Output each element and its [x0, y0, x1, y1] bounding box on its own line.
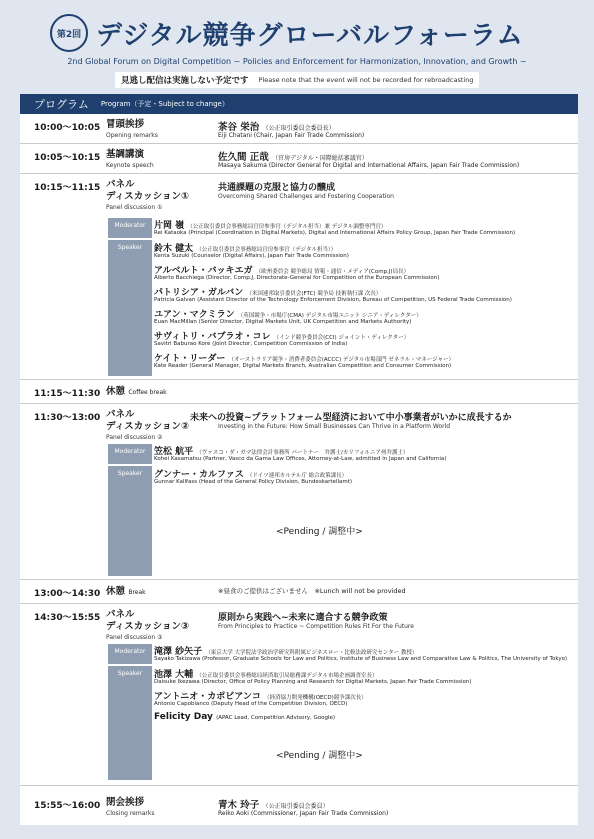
- panel-topic-en: Investing in the Future: How Small Businesses Can Thrive in a Platform World: [218, 423, 451, 430]
- session-title-ja: [106, 586, 146, 599]
- speaker-affiliation: （公正取引委員会委員長）: [262, 125, 335, 132]
- person-name: アルベルト・バッキエガ: [154, 266, 253, 276]
- program-label-en: Program（予定・Subject to change）: [100, 100, 229, 108]
- session-title-ja: [106, 609, 189, 633]
- person-affiliation: (APAC Lead, Competition Advisory, Google): [216, 715, 336, 721]
- session-time: 13:00～14:30: [34, 589, 101, 599]
- person-name: 笠松 航平: [154, 447, 194, 457]
- pending-text: <Pending / 調整中>: [276, 751, 363, 761]
- person-name: 片岡 嶺: [154, 221, 185, 231]
- person-name: グンナー・カルファス: [154, 470, 244, 480]
- speaker-name-en: Daisuke Ikezawa (Director, Office of Policy Planning and Research for Digital Markets, Japan Fair Trade Commission): [154, 679, 472, 685]
- break-title: 休憩: [106, 386, 126, 397]
- panel-topic-en: From Principles to Practice ~ Competition Rules Fit For the Future: [218, 623, 414, 630]
- session-time: 10:15～11:15: [34, 183, 101, 193]
- session-title-en: Panel discussion ③: [106, 634, 163, 641]
- page-title: デジタル競争グローバルフォーラム: [96, 20, 524, 51]
- person-affiliation: （公正取引委員会事務総局官房参事官（デジタル担当））: [196, 247, 337, 253]
- person-name: パトリシア・ガルバン: [154, 288, 244, 298]
- session-title-line-1: パネル: [106, 409, 135, 420]
- speaker-affiliation: （公正取引委員会委員）: [262, 803, 329, 810]
- speaker-name-en: Kate Reader (General Manager, Digital Markets Branch, Australian Competition and Consumer Commission): [154, 363, 452, 369]
- person-affiliation: （公正取引委員会事務総局官房参事官（デジタル担当）兼 デジタル調整専門官）: [187, 224, 387, 230]
- session-title-line-2: ディスカッション②: [106, 421, 189, 432]
- speaker-name-en: Eiji Chatani (Chair, Japan Fair Trade Commission): [218, 132, 365, 139]
- session-title-line-2: ディスカッション①: [106, 191, 189, 202]
- speaker-name-en: Antonio Capobianco (Deputy Head of the Competition Division, OECD): [154, 701, 348, 707]
- speaker-name-en: Kenta Suzuki (Counselor (Digital Affairs), Japan Fair Trade Commission): [154, 253, 349, 259]
- recording-notice: [115, 72, 479, 88]
- moderator-name-en: Rei Kataoka (Principal (Coordination in Digital Markets), Digital and International Affairs Policy Group, Japan Fair Trade Commission): [154, 230, 516, 236]
- person-affiliation: （公正取引委員会事務総局経済取引局総務課デジタル市場企画調査室長）: [196, 673, 378, 679]
- page-header: [0, 0, 594, 92]
- speaker-name-ja: [218, 797, 329, 811]
- program-card: [20, 94, 578, 825]
- session-time: 11:30～13:00: [34, 413, 101, 423]
- pending-text: <Pending / 調整中>: [276, 527, 363, 537]
- session-title-en: Closing remarks: [106, 810, 155, 817]
- speaker-name-ja: [154, 712, 335, 722]
- session-title-ja: [106, 386, 167, 399]
- person-affiliation: （ヴァスコ・ダ・ガマ法律会計事務所 パートナー 弁護士/カリフォルニア州弁護士）: [196, 450, 409, 456]
- speaker-label: Speaker: [108, 666, 152, 780]
- session-panel-2: [20, 404, 578, 580]
- speaker-name-en: Euan MacMillan (Senior Director, Digital Markets Unit, UK Competition and Markets Authority): [154, 319, 412, 325]
- session-title-ja: 基調講演: [106, 149, 145, 160]
- person-affiliation: （米国連邦取引委員会(FTC) 競争局 技術執行課 次長）: [246, 291, 382, 297]
- notice-ja: 見逃し配信は実施しない予定です: [121, 76, 249, 86]
- session-title-ja: 閉会挨拶: [106, 797, 145, 808]
- panel-topic-ja: 未来への投資~プラットフォーム型経済において中小事業者がいかに成長するか: [190, 413, 512, 423]
- session-title-ja: [106, 179, 189, 203]
- person-affiliation: （ドイツ連邦カルテル庁 総合政策課長）: [246, 473, 348, 479]
- notice-en: Please note that the event will not be recorded for rebroadcasting: [258, 76, 474, 84]
- person-name: ケイト・リーダー: [154, 354, 226, 364]
- page-subtitle: 2nd Global Forum on Digital Competition ~ Policies and Enforcement for Harmonization, Innovation, and Growth ~: [67, 57, 527, 66]
- person-affiliation: （オーストラリア競争・消費者委員会(ACCC) デジタル市場部門 ゼネラル・マネージャー）: [228, 357, 455, 363]
- session-title-en: Panel discussion ①: [106, 204, 163, 211]
- session-time: 11:15～11:30: [34, 389, 101, 399]
- session-title-line-1: パネル: [106, 179, 135, 190]
- program-label-ja: プログラム: [34, 98, 89, 111]
- session-opening: [20, 114, 578, 144]
- session-title-ja: [106, 409, 189, 433]
- speaker-name: 茶谷 栄治: [218, 122, 260, 133]
- speaker-label: Speaker: [108, 466, 152, 576]
- person-affiliation: （インド競争委員会(CCI) ジョイント・ディレクター）: [273, 335, 410, 341]
- moderator-label: Moderator: [108, 644, 152, 664]
- speaker-affiliation: （官房デジタル・国際総括審議官）: [272, 155, 368, 162]
- session-lunch-break: [20, 580, 578, 604]
- panel-topic-ja: 共通課題の克服と協力の醸成: [218, 183, 336, 193]
- person-name: 池澤 大輔: [154, 670, 194, 680]
- speaker-name-ja: [218, 149, 368, 163]
- panel-topic-en: Overcoming Shared Challenges and Fostering Cooperation: [218, 193, 394, 200]
- moderator-label: Moderator: [108, 444, 152, 464]
- person-affiliation: （英国競争・市場庁(CMA) デジタル市場ユニット シニア・ディレクター）: [237, 313, 422, 319]
- session-time: 14:30～15:55: [34, 613, 101, 623]
- break-title-en: Break: [128, 589, 146, 596]
- break-title: 休憩: [106, 586, 126, 597]
- speaker-name-ja: [218, 119, 335, 133]
- speaker-name: 佐久間 正哉: [218, 152, 269, 163]
- speaker-name-en: Patricia Galvan (Assistant Director of the Technology Enforcement Division, Bureau of Competition, US Federal Trade Commission): [154, 297, 512, 303]
- moderator-name-en: Kohei Kasamatsu (Partner, Vasco da Gama Law Offices, Attorney-at-Law, admitted in Japan and California): [154, 456, 447, 462]
- speaker-name-en: Alberto Bacchiega (Director, Comp.J, Directorate-General for Competition of the European Commission): [154, 275, 440, 281]
- session-title-ja: 冒頭挨拶: [106, 119, 145, 130]
- session-title-line-2: ディスカッション③: [106, 621, 189, 632]
- title-row: [50, 14, 524, 52]
- speaker-name: 青木 玲子: [218, 800, 260, 811]
- session-closing: [20, 792, 578, 822]
- break-title-en: Coffee break: [128, 389, 167, 396]
- person-name: 滝澤 紗矢子: [154, 647, 203, 657]
- session-title-en: Opening remarks: [106, 132, 158, 139]
- session-panel-1: [20, 174, 578, 380]
- session-panel-3: [20, 604, 578, 786]
- speaker-name-en: Savitri Baburao Kore (Joint Director, Competition Commission of India): [154, 341, 348, 347]
- panel-topic-ja: 原則から実践へ~未来に適合する競争政策: [218, 613, 388, 623]
- speaker-label: Speaker: [108, 240, 152, 376]
- program-header: [20, 94, 578, 114]
- person-name: 鈴木 健太: [154, 244, 194, 254]
- moderator-name-en: Sayako Takizawa (Professor, Graduate Schools for Law and Politics, Institute of Business Law and Comparative Law & Politics, The University of Tokyo): [154, 656, 568, 662]
- moderator-label: Moderator: [108, 218, 152, 238]
- session-time: 10:05～10:15: [34, 153, 101, 163]
- session-title-en: Keynote speech: [106, 162, 154, 169]
- lunch-note: ※昼食のご提供はございません ※Lunch will not be provided: [218, 587, 406, 595]
- person-affiliation: （欧州委員会 競争総局 情報・通信・メディア(Comp.J)局長）: [255, 269, 410, 275]
- speaker-name-en: Gunnar Kallfass (Head of the General Policy Division, Bundeskartellamt): [154, 479, 353, 485]
- person-affiliation: （経済協力開発機構(OECD)競争課次長）: [264, 695, 367, 701]
- session-time: 10:00～10:05: [34, 123, 101, 133]
- person-name: Felicity Day: [154, 712, 213, 722]
- session-time: 15:55～16:00: [34, 801, 101, 811]
- person-name: ユアン・マクミラン: [154, 310, 235, 320]
- speaker-name-en: Masaya Sakuma (Director General for Digital and International Affairs, Japan Fair Trade Commission): [218, 162, 520, 169]
- session-coffee-break: [20, 380, 578, 404]
- speaker-name-en: Reiko Aoki (Commissioner, Japan Fair Trade Commission): [218, 810, 389, 817]
- person-affiliation: （東京大学 大学院法学政治学研究科附属ビジネスロー・比較法政研究センター 教授）: [205, 650, 418, 656]
- person-name: アントニオ・カポビアンコ: [154, 692, 261, 702]
- edition-badge: 第2回: [50, 14, 88, 52]
- person-name: サヴィトリ・バブラオ・コレ: [154, 332, 271, 342]
- session-title-line-1: パネル: [106, 609, 135, 620]
- session-keynote: [20, 144, 578, 174]
- session-title-en: Panel discussion ②: [106, 434, 163, 441]
